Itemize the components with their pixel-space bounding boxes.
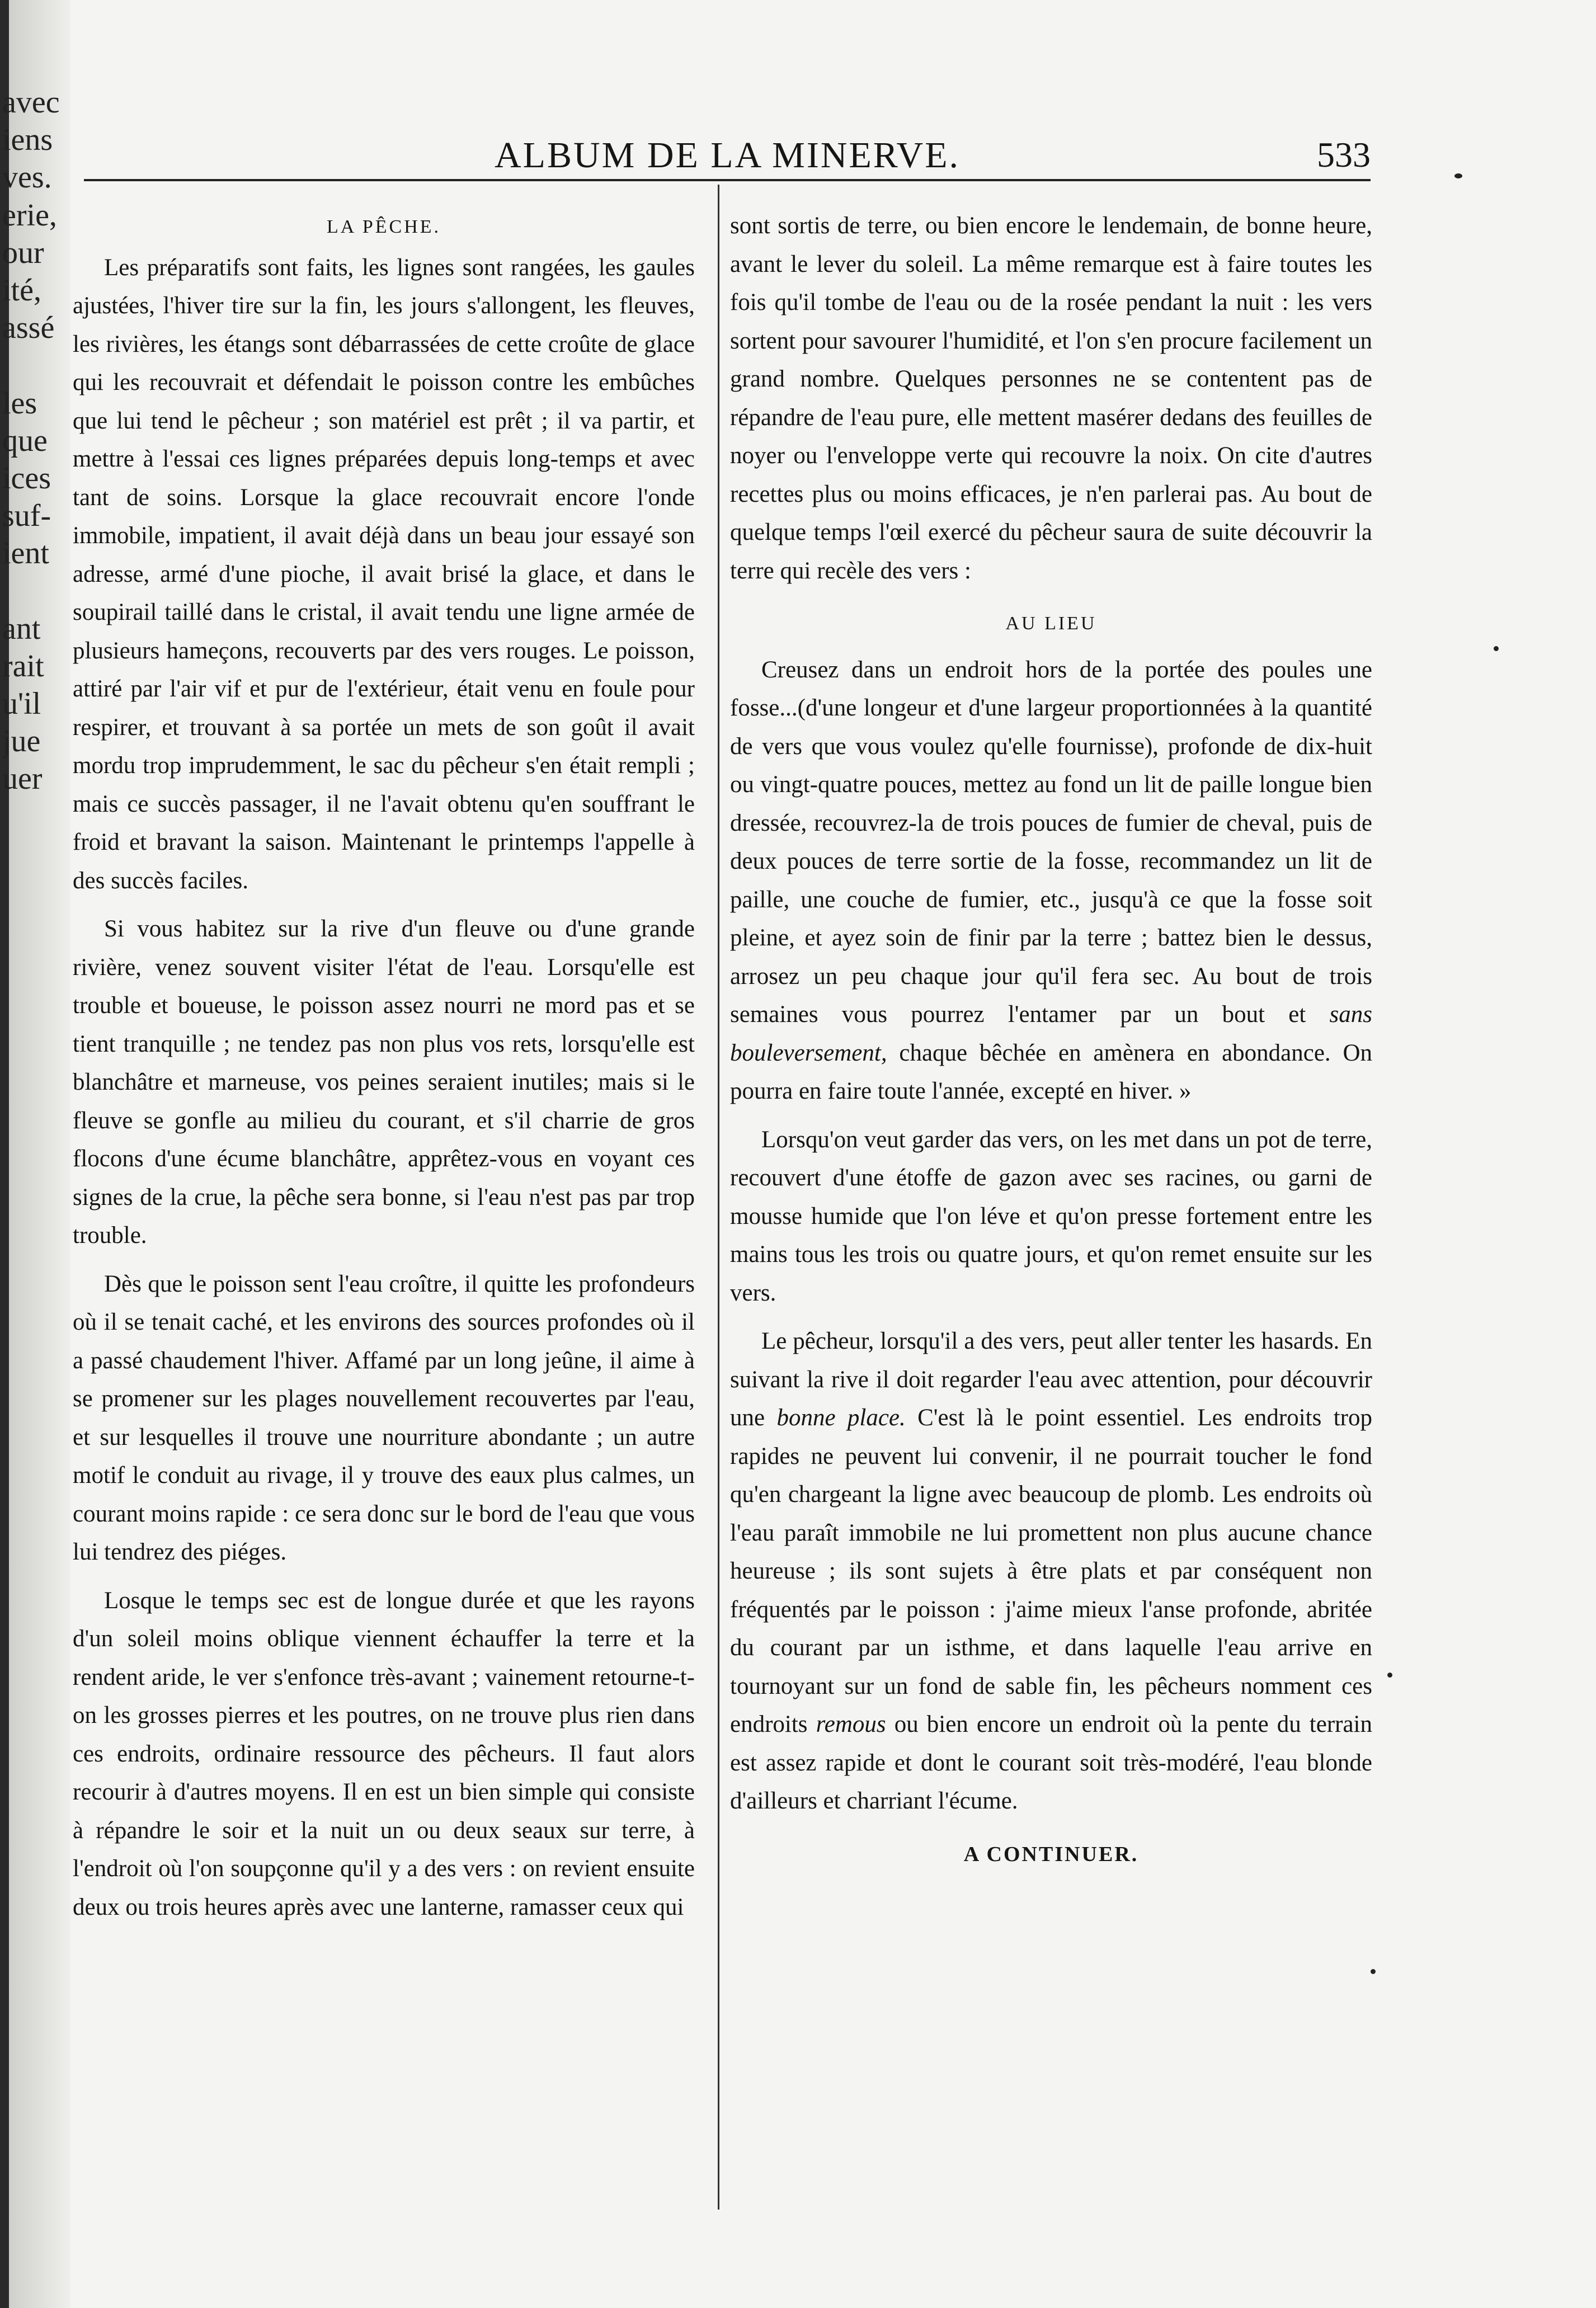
ink-speck (1454, 173, 1462, 178)
text-run: C'est là le point essentiel. Les endroits trop rapides ne peuvent lui convenir, il ne pourrait toucher le fond qu'en chargeant la ligne avec beaucoup de plomb. Les endroits où l'eau paraît immobile ne lui promettent non plus aucune chance heureuse ; ils sont sujets à être plats et par conséquent non fréquentés par le poisson : j'aime mieux l'anse profonde, abritée du courant par un isthme, et dans laquelle l'eau arrive en tournoyant sur un fond de sable fin, les pêcheurs nomment ces endroits (730, 1405, 1372, 1737)
header-rule (84, 179, 1371, 181)
paragraph (730, 1322, 1372, 1821)
paragraph-continued: sont sortis de terre, ou bien encore le lendemain, de bonne heure, avant le lever du soleil. La même remarque est à faire toutes les fois qu'il tombe de l'eau ou de la rosée pendant la nuit : les vers sortent pour savourer l'humidité, et l'on s'en procure facilement un grand nombre. Quelques personnes ne se contentent pas de répandre de l'eau pure, elle mettent masérer dedans des feuilles de noyer ou l'enveloppe verte qui recouvre la noix. On cite d'autres recettes plus ou moins efficaces, je n'en parlerai pas. Au bout de quelque temps l'œil exercé du pêcheur saura de suite découvrir la terre qui recèle des vers : (730, 213, 1372, 584)
ink-speck (1371, 1969, 1376, 1974)
text-run: ou bien encore un endroit où la pente du terrain est assez rapide et dont le courant soit très-modéré, l'eau blonde d'ailleurs et charriant l'écume. (730, 1711, 1372, 1814)
edge-fragment: ité, (2, 272, 41, 308)
section-heading: LA PÊCHE. (326, 216, 441, 237)
edge-fragment: ves. (2, 160, 52, 195)
italic-phrase: bonne place. (776, 1405, 906, 1431)
edge-fragment: erie, (2, 197, 57, 233)
right-column (730, 207, 1372, 1873)
paragraph: Lorsqu'on veut garder das vers, on les met dans un pot de terre, recouvert d'une étoffe de gazon avec ses racines, ou garni de mousse humide que l'on léve et qu'on presse fortement entre les mains tous les trois ou quatre jours, et qu'on remet ensuite sur les vers. (730, 1126, 1372, 1306)
edge-fragment: rait (2, 648, 44, 684)
edge-fragment: ant (2, 611, 41, 646)
edge-fragment: ient (2, 536, 49, 571)
edge-fragment: avec (2, 85, 60, 120)
page-number: 533 (1317, 135, 1371, 175)
ink-speck (1494, 646, 1499, 651)
text-run: chaque bêchée en amènera en abondance. On pourra en faire toute l'année, excepté en hiver. » (730, 1039, 1373, 1104)
edge-fragment: iens (2, 123, 53, 158)
edge-fragment: que (2, 423, 48, 458)
edge-fragment: ices (2, 460, 51, 496)
paragraph: Les préparatifs sont faits, les lignes sont rangées, les gaules ajustées, l'hiver tire sur la fin, les jours s'allongent, les fleuves, les rivières, les étangs sont débarrassées de cette croûte de glace qui les recouvrait et défendait le poisson contre les embûches que lui tend le pêcheur ; son matériel est prêt ; il va partir, et mettre à l'essai ces lignes préparées depuis long-temps et avec tant de soins. Lorsque la glace recouvrait encore l'onde immobile, impatient, il avait déjà dans un beau jour essayé son adresse, armé d'une pioche, il avait brisé la glace, et dans le soupirail taillé dans le cristal, il avait tendu une ligne armée de plusieurs hameçons, recouverts par des vers rouges. Le poisson, attiré par l'air vif et pur de l'extérieur, était venu en foule pour respirer, et trouvant à sa portée un mets de son goût il avait mordu trop imprudemment, le sac du pêcheur s'en était rempli ; mais ce succès passager, il ne l'avait obtenu qu'en souffrant le froid et bravant la saison. Maintenant le printemps l'appelle à des succès faciles. (73, 254, 695, 894)
edge-fragment: u'il (2, 686, 41, 721)
edge-fragment: suf- (2, 498, 51, 534)
paragraph (730, 651, 1372, 1111)
section-heading: AU LIEU (1005, 613, 1097, 634)
page-header (84, 134, 1371, 185)
italic-phrase: remous (816, 1711, 886, 1737)
edge-fragment: jue (2, 724, 41, 759)
paragraph: Si vous habitez sur la rive d'un fleuve ou d'une grande rivière, venez souvent visiter l'état de l'eau. Lorsqu'elle est trouble et boueuse, le poisson assez nourri ne mord pas et se tient tranquille ; ne tendez pas non plus vos rets, lorsqu'elle est blanchâtre et marneuse, vos peines seraient inutiles; mais si le fleuve se gonfle au milieu du courant, et s'il charrie de gros flocons d'une écume blanchâtre, apprêtez-vous en voyant ces signes de la crue, la pêche sera bonne, si l'eau n'est pas par trop trouble. (73, 916, 695, 1249)
text-run: Creusez dans un endroit hors de la portée des poules une fosse...(d'une longeur et d'une largeur proportionnées à la quantité de vers que vous voulez qu'elle fournisse), profonde de dix-huit ou vingt-quatre pouces, mettez au fond un lit de paille longue bien dressée, recouvrez-la de trois pouces de fumier de cheval, puis de deux pouces de terre sortie de la fosse, recommandez un lit de paille, une couche de fumier, etc., jusqu'à ce que la fosse soit pleine, et ayez soin de finir par la terre ; battez bien le dessus, arrosez un peu chaque jour qu'il fera sec. Au bout de trois semaines vous pourrez l'entamer par un bout et (730, 656, 1372, 1028)
edge-fragment: assé (2, 310, 55, 346)
edge-fragment: uer (2, 761, 43, 797)
ink-speck (1387, 1673, 1392, 1678)
text-run: Le pêcheur, lorsqu'il a des vers, peut aller tenter les hasards. En suivant la rive il doit regarder l'eau avec attention, pour découvrir une (730, 1328, 1372, 1431)
edge-fragment: our (2, 235, 44, 270)
running-title: ALBUM DE LA MINERVE. (494, 135, 961, 176)
italic-phrase: sans bouleversement, (730, 1001, 1372, 1066)
continued-note: A CONTINUER. (963, 1842, 1139, 1866)
edge-fragment: les (2, 385, 37, 421)
left-column (73, 207, 695, 1927)
column-divider (718, 185, 719, 2210)
paragraph: Losque le temps sec est de longue durée et que les rayons d'un soleil moins oblique viennent échauffer la terre et la rendent aride, le ver s'enfonce très-avant ; vainement retourne-t-on les grosses pierres et les poutres, on ne trouve plus rien dans ces endroits, ordinaire ressource des pêcheurs. Il faut alors recourir à d'autres moyens. Il en est un bien simple qui consiste à répandre le soir et la nuit un ou deux seaux sur terre, à l'endroit où l'on soupçonne qu'il y a des vers : on revient ensuite deux ou trois heures après avec une lanterne, ramasser ceux qui (73, 1587, 695, 1920)
paragraph: Dès que le poisson sent l'eau croître, il quitte les profondeurs où il se tenait caché, et les environs des sources profondes où il a passé chaudement l'hiver. Affamé par un long jeûne, il aime à se promener sur les plages nouvellement recouvertes par l'eau, et sur lesquelles il trouve une nourriture abondante ; un autre motif le conduit au rivage, il y trouve des eaux plus calmes, un courant moins rapide : ce sera donc sur le bord de l'eau que vous lui tendrez des piéges. (73, 1270, 695, 1565)
